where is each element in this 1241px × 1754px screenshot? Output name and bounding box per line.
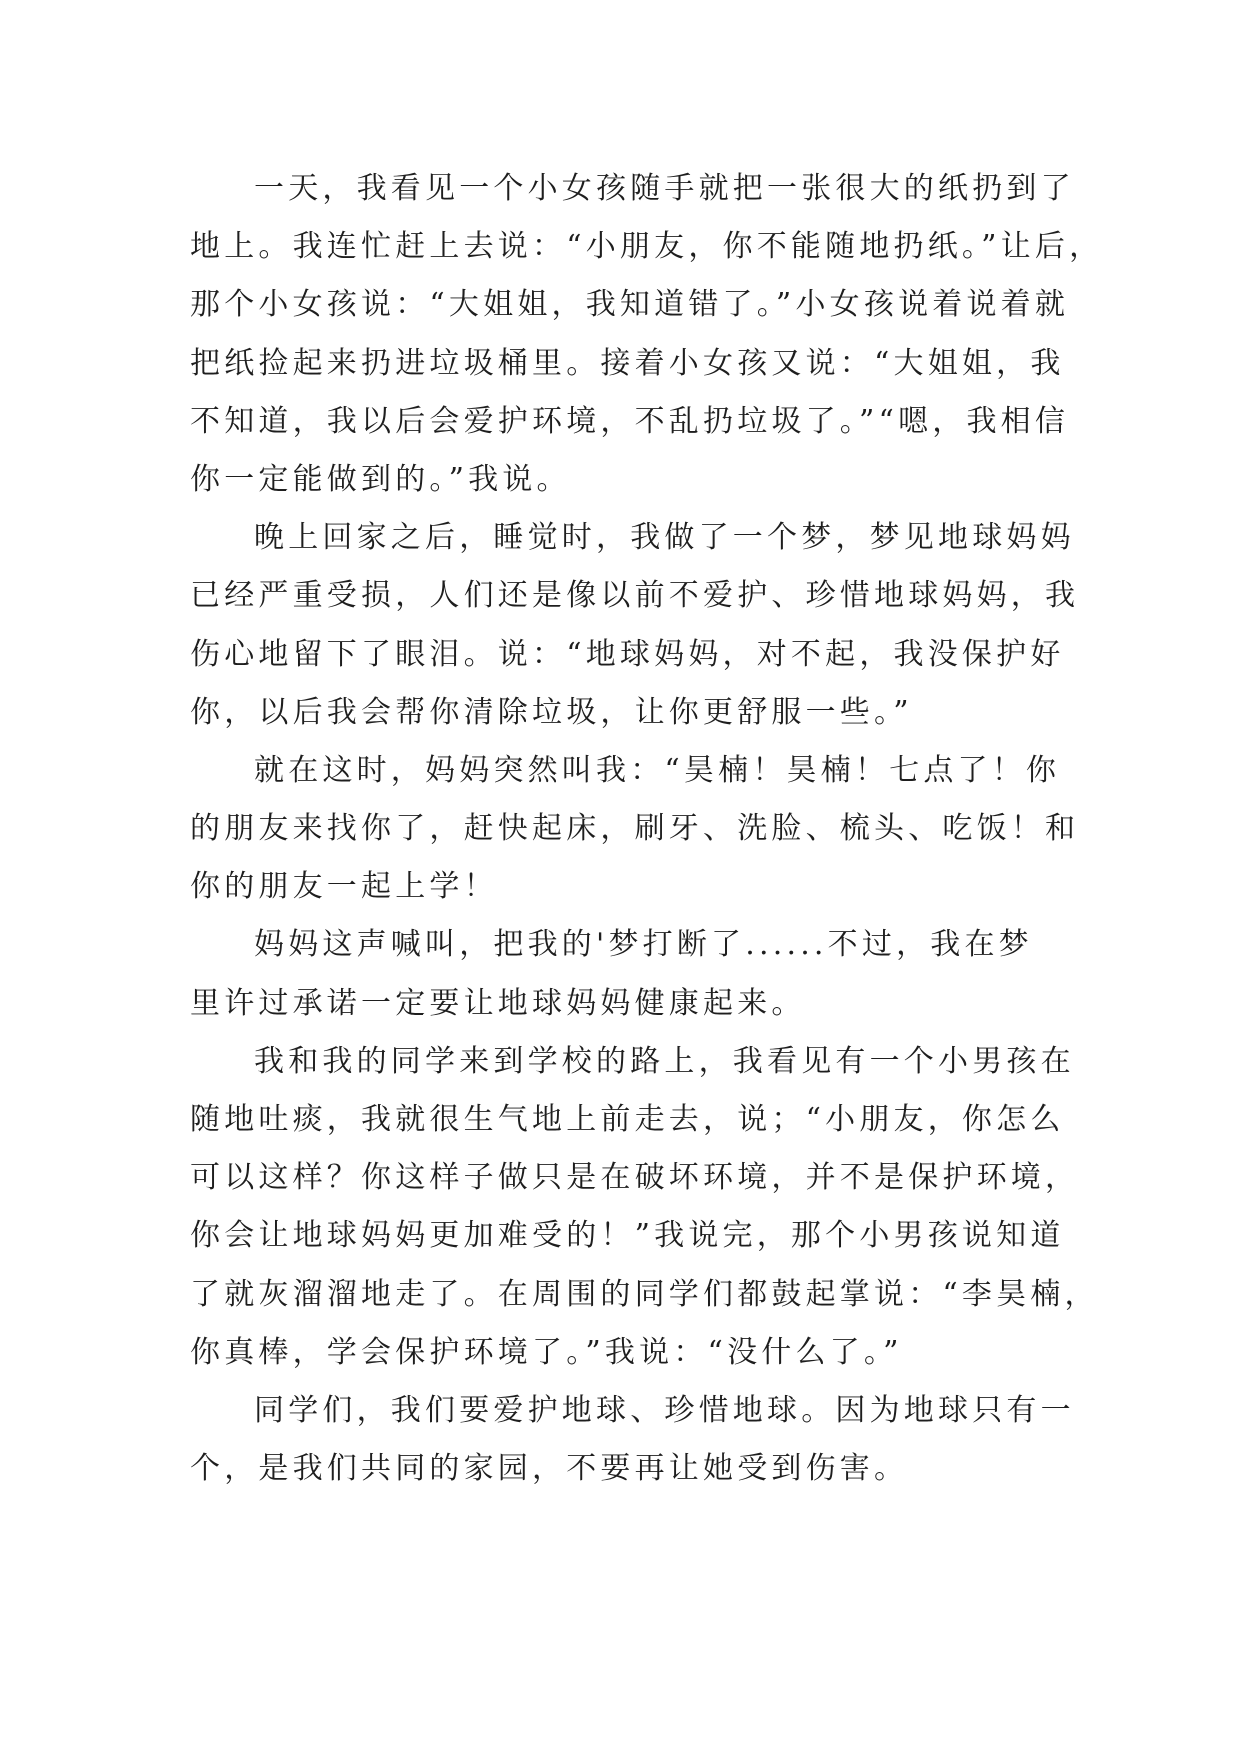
paragraph [190,160,1104,509]
text-line: 同学们，我们要爱护地球、珍惜地球。因为地球只有一 [254,1392,1075,1428]
text-line: 个，是我们共同的家园，不要再让她受到伤害。 [190,1451,909,1487]
text-line: 妈妈这声喊叫，把我的'梦打断了......不过，我在梦 [254,927,1033,963]
text-line: 你真棒，学会保护环境了。”我说：“没什么了。” [190,1334,903,1370]
text-line: 那个小女孩说：“大姐姐，我知道错了。”小女孩说着说着就 [190,287,1070,323]
text-line: 你，以后我会帮你清除垃圾，让你更舒服一些。” [190,694,913,730]
text-line: 伤心地留下了眼泪。说：“地球妈妈，对不起，我没保护好 [190,636,1065,672]
paragraph [190,1382,1090,1498]
text-line: 你的朋友一起上学！ [190,869,498,905]
paragraph [190,1033,1099,1382]
text-line: 不知道，我以后会爱护环境，不乱扔垃圾了。”“嗯，我相信 [190,403,1070,439]
text-line: 把纸捡起来扔进垃圾桶里。接着小女孩又说：“大姐姐，我 [190,345,1065,381]
document-body [190,160,1104,1498]
text-line: 你一定能做到的。”我说。 [190,461,571,497]
text-line: 我和我的同学来到学校的路上，我看见有一个小男孩在 [254,1043,1075,1079]
text-line: 的朋友来找你了，赶快起床，刷牙、洗脸、梳头、吃饭！和 [190,811,1080,847]
text-line: 你会让地球妈妈更加难受的！”我说完，那个小男孩说知道 [190,1218,1065,1254]
text-line: 随地吐痰，我就很生气地上前走去，说；“小朋友，你怎么 [190,1102,1065,1137]
paragraph [190,509,1090,742]
text-line: 里许过承诺一定要让地球妈妈健康起来。 [190,985,806,1021]
text-line: 晚上回家之后，睡觉时，我做了一个梦，梦见地球妈妈 [254,520,1075,556]
text-line: 已经严重受损，人们还是像以前不爱护、珍惜地球妈妈，我 [190,578,1080,614]
text-line: 了就灰溜溜地走了。在周围的同学们都鼓起掌说：“李昊楠， [190,1276,1099,1312]
text-line: 可以这样？你这样子做只是在破坏环境，并不是保护环境， [190,1160,1080,1196]
text-line: 一天，我看见一个小女孩随手就把一张很大的纸扔到了 [254,171,1075,206]
paragraph [190,916,1090,1032]
text-line: 地上。我连忙赶上去说：“小朋友，你不能随地扔纸。”让后， [190,229,1104,265]
paragraph [190,742,1090,917]
text-line: 就在这时，妈妈突然叫我：“昊楠！昊楠！七点了！你 [254,752,1061,788]
